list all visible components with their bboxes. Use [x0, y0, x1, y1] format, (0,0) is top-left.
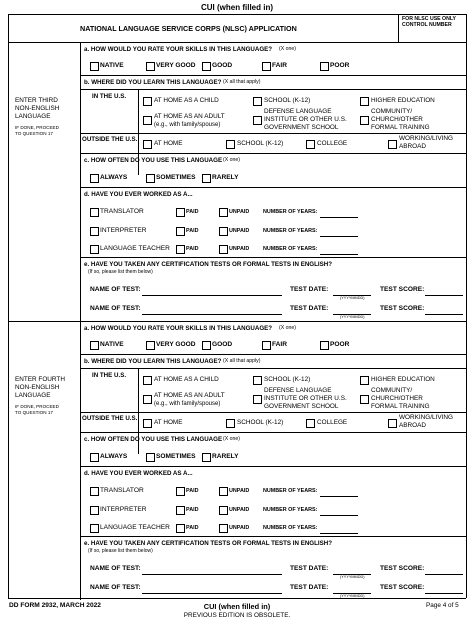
interpreter-years-label: NUMBER OF YEARS:	[263, 507, 318, 513]
side-label-line2: NON-ENGLISH	[15, 384, 60, 391]
community-label-3: FORMAL TRAINING	[371, 124, 430, 131]
higher-ed-label: HIGHER EDUCATION	[371, 376, 435, 383]
test-1-date-label: TEST DATE:	[290, 286, 329, 293]
question-e-label: e. HAVE YOU TAKEN ANY CERTIFICATION TESTS OR FORMAL TESTS IN ENGLISH?	[84, 261, 332, 268]
language-teacher-unpaid-checkbox[interactable]	[219, 524, 228, 533]
higher-ed-checkbox[interactable]	[360, 376, 369, 385]
interpreter-paid-label: PAID	[186, 228, 199, 234]
question-b-note: (X all that apply)	[223, 358, 261, 364]
office-use-label: FOR NLSC USE ONLY	[402, 16, 456, 22]
language-teacher-paid-checkbox[interactable]	[176, 524, 185, 533]
interpreter-years-field[interactable]	[320, 236, 358, 237]
language-teacher-checkbox[interactable]	[90, 245, 99, 254]
translator-unpaid-label: UNPAID	[229, 488, 250, 494]
community-label-1: COMMUNITY/	[371, 387, 413, 394]
question-b-note: (X all that apply)	[223, 79, 261, 85]
cui-top-banner: CUI (when filled in)	[201, 3, 273, 12]
language-teacher-paid-label: PAID	[186, 246, 199, 252]
language-teacher-label: LANGUAGE TEACHER	[100, 245, 170, 252]
freq-always-checkbox[interactable]	[90, 174, 99, 183]
rating-good-checkbox[interactable]	[202, 341, 211, 350]
interpreter-years-label: NUMBER OF YEARS:	[263, 228, 318, 234]
side-label-line3: LANGUAGE	[15, 392, 51, 399]
test-1-date-format: (YYYYMMDD)	[340, 575, 365, 579]
rating-poor-label: POOR	[330, 341, 350, 348]
defense-label-3: GOVERNMENT SCHOOL	[264, 124, 339, 131]
question-e-note: (If so, please list them below)	[88, 269, 153, 275]
control-number-field[interactable]	[400, 30, 462, 40]
side-note-line1: IF DONE, PROCEED	[15, 404, 59, 409]
rating-native-checkbox[interactable]	[90, 62, 99, 71]
translator-label: TRANSLATOR	[100, 487, 144, 494]
abroad-college-label: COLLEGE	[317, 419, 348, 426]
language-teacher-years-field[interactable]	[320, 254, 358, 255]
test-2-name-field[interactable]	[142, 314, 282, 315]
rating-very-good-label: VERY GOOD	[156, 62, 196, 69]
freq-sometimes-checkbox[interactable]	[146, 174, 155, 183]
language-teacher-unpaid-label: UNPAID	[229, 246, 250, 252]
freq-rarely-label: RARELY	[212, 453, 239, 460]
form-number: DD FORM 2932, MARCH 2022	[9, 602, 101, 609]
language-teacher-paid-checkbox[interactable]	[176, 245, 185, 254]
question-e-note: (If so, please list them below)	[88, 548, 153, 554]
interpreter-years-field[interactable]	[320, 515, 358, 516]
translator-paid-label: PAID	[186, 209, 199, 215]
side-label-line2: NON-ENGLISH	[15, 105, 60, 112]
rating-good-checkbox[interactable]	[202, 62, 211, 71]
outside-us-label: OUTSIDE THE U.S.	[82, 136, 138, 143]
question-b-label: b. WHERE DID YOU LEARN THIS LANGUAGE?	[84, 358, 222, 365]
home-child-label: AT HOME AS A CHILD	[154, 376, 219, 383]
translator-paid-checkbox[interactable]	[176, 487, 185, 496]
language-teacher-years-label: NUMBER OF YEARS:	[263, 246, 318, 252]
question-a-note: (X one)	[279, 325, 297, 331]
higher-ed-checkbox[interactable]	[360, 97, 369, 106]
abroad-home-checkbox[interactable]	[143, 140, 152, 149]
language-teacher-unpaid-checkbox[interactable]	[219, 245, 228, 254]
interpreter-label: INTERPRETER	[100, 227, 147, 234]
home-adult-note: (e.g., with family/spouse)	[154, 401, 221, 407]
rating-poor-label: POOR	[330, 62, 350, 69]
test-1-score-label: TEST SCORE:	[380, 565, 425, 572]
translator-paid-label: PAID	[186, 488, 199, 494]
rating-very-good-checkbox[interactable]	[146, 341, 155, 350]
test-1-score-label: TEST SCORE:	[380, 286, 425, 293]
question-b-label: b. WHERE DID YOU LEARN THIS LANGUAGE?	[84, 79, 222, 86]
test-1-name-label: NAME OF TEST:	[90, 565, 141, 572]
rating-poor-checkbox[interactable]	[320, 341, 329, 350]
test-2-score-field[interactable]	[425, 593, 463, 594]
community-checkbox[interactable]	[360, 395, 369, 404]
test-2-name-label: NAME OF TEST:	[90, 305, 141, 312]
defense-label-2: INSTITUTE OR OTHER U.S.	[264, 395, 347, 402]
freq-rarely-checkbox[interactable]	[202, 453, 211, 462]
language-teacher-paid-label: PAID	[186, 525, 199, 531]
defense-label-1: DEFENSE LANGUAGE	[264, 108, 332, 115]
side-label-line1: ENTER FOURTH	[15, 376, 65, 383]
home-adult-checkbox[interactable]	[143, 116, 152, 125]
interpreter-checkbox[interactable]	[90, 227, 99, 236]
language-teacher-label: LANGUAGE TEACHER	[100, 524, 170, 531]
abroad-home-checkbox[interactable]	[143, 419, 152, 428]
home-adult-note: (e.g., with family/spouse)	[154, 122, 221, 128]
cui-bottom-banner: CUI (when filled in)	[203, 602, 271, 611]
question-a-note: (X one)	[279, 46, 297, 52]
translator-years-field[interactable]	[320, 217, 358, 218]
interpreter-unpaid-checkbox[interactable]	[219, 506, 228, 515]
abroad-college-checkbox[interactable]	[306, 419, 315, 428]
test-1-score-field[interactable]	[425, 574, 463, 575]
home-child-label: AT HOME AS A CHILD	[154, 97, 219, 104]
abroad-school-checkbox[interactable]	[226, 140, 235, 149]
rating-fair-label: FAIR	[272, 341, 288, 348]
test-2-date-format: (YYYYMMDD)	[340, 315, 365, 319]
rating-fair-label: FAIR	[272, 62, 288, 69]
side-note-line2: TO QUESTION 17	[15, 131, 53, 136]
question-c-label: c. HOW OFTEN DO YOU USE THIS LANGUAGE	[84, 157, 223, 164]
defense-label-1: DEFENSE LANGUAGE	[264, 387, 332, 394]
test-2-score-label: TEST SCORE:	[380, 584, 425, 591]
freq-sometimes-label: SOMETIMES	[156, 174, 196, 181]
school-checkbox[interactable]	[253, 376, 262, 385]
translator-years-label: NUMBER OF YEARS:	[263, 488, 318, 494]
side-label-line3: LANGUAGE	[15, 113, 51, 120]
school-checkbox[interactable]	[253, 97, 262, 106]
translator-years-label: NUMBER OF YEARS:	[263, 209, 318, 215]
language-teacher-checkbox[interactable]	[90, 524, 99, 533]
freq-always-checkbox[interactable]	[90, 453, 99, 462]
school-label: SCHOOL (K-12)	[264, 376, 311, 383]
working-abroad-label-2: ABROAD	[399, 422, 426, 429]
translator-checkbox[interactable]	[90, 487, 99, 496]
community-label-1: COMMUNITY/	[371, 108, 413, 115]
abroad-school-checkbox[interactable]	[226, 419, 235, 428]
higher-ed-label: HIGHER EDUCATION	[371, 97, 435, 104]
interpreter-checkbox[interactable]	[90, 506, 99, 515]
home-adult-label: AT HOME AS AN ADULT	[154, 392, 225, 399]
freq-sometimes-checkbox[interactable]	[146, 453, 155, 462]
abroad-college-checkbox[interactable]	[306, 140, 315, 149]
page-number: Page 4 of 5	[426, 602, 459, 609]
test-2-score-field[interactable]	[425, 314, 463, 315]
interpreter-paid-checkbox[interactable]	[176, 506, 185, 515]
freq-rarely-label: RARELY	[212, 174, 239, 181]
freq-always-label: ALWAYS	[100, 174, 128, 181]
question-c-note: (X one)	[223, 157, 241, 163]
community-checkbox[interactable]	[360, 116, 369, 125]
test-2-score-label: TEST SCORE:	[380, 305, 425, 312]
abroad-school-label: SCHOOL (K-12)	[237, 419, 284, 426]
freq-sometimes-label: SOMETIMES	[156, 453, 196, 460]
working-abroad-label-2: ABROAD	[399, 143, 426, 150]
abroad-school-label: SCHOOL (K-12)	[237, 140, 284, 147]
rating-poor-checkbox[interactable]	[320, 62, 329, 71]
rating-very-good-label: VERY GOOD	[156, 341, 196, 348]
working-abroad-label-1: WORKING/LIVING	[399, 414, 453, 421]
test-2-name-label: NAME OF TEST:	[90, 584, 141, 591]
interpreter-unpaid-label: UNPAID	[229, 507, 250, 513]
interpreter-unpaid-label: UNPAID	[229, 228, 250, 234]
interpreter-paid-checkbox[interactable]	[176, 227, 185, 236]
rating-fair-checkbox[interactable]	[262, 62, 271, 71]
translator-unpaid-checkbox[interactable]	[219, 487, 228, 496]
abroad-home-label: AT HOME	[154, 419, 183, 426]
test-1-date-format: (YYYYMMDD)	[340, 296, 365, 300]
form-title: NATIONAL LANGUAGE SERVICE CORPS (NLSC) APPLICATION	[80, 24, 297, 33]
rating-native-checkbox[interactable]	[90, 341, 99, 350]
school-label: SCHOOL (K-12)	[264, 97, 311, 104]
abroad-college-label: COLLEGE	[317, 140, 348, 147]
test-2-date-format: (YYYYMMDD)	[340, 594, 365, 598]
side-note-line2: TO QUESTION 17	[15, 410, 53, 415]
working-abroad-label-1: WORKING/LIVING	[399, 135, 453, 142]
test-2-name-field[interactable]	[142, 593, 282, 594]
question-a-label: a. HOW WOULD YOU RATE YOUR SKILLS IN THIS LANGUAGE?	[84, 46, 273, 53]
test-1-score-field[interactable]	[425, 295, 463, 296]
side-note-line1: IF DONE, PROCEED	[15, 125, 59, 130]
home-child-checkbox[interactable]	[143, 376, 152, 385]
in-us-label: IN THE U.S.	[92, 93, 127, 100]
abroad-home-label: AT HOME	[154, 140, 183, 147]
test-2-date-label: TEST DATE:	[290, 584, 329, 591]
obsolete-note: PREVIOUS EDITION IS OBSOLETE.	[183, 612, 291, 619]
community-label-2: CHURCH/OTHER	[371, 116, 423, 123]
outside-us-label: OUTSIDE THE U.S.	[82, 415, 138, 422]
community-label-2: CHURCH/OTHER	[371, 395, 423, 402]
rating-good-label: GOOD	[212, 341, 233, 348]
side-label-line1: ENTER THIRD	[15, 97, 58, 104]
in-us-label: IN THE U.S.	[92, 372, 127, 379]
home-adult-label: AT HOME AS AN ADULT	[154, 113, 225, 120]
rating-very-good-checkbox[interactable]	[146, 62, 155, 71]
rating-good-label: GOOD	[212, 62, 233, 69]
home-child-checkbox[interactable]	[143, 97, 152, 106]
working-abroad-checkbox[interactable]	[388, 419, 397, 428]
test-1-name-field[interactable]	[142, 295, 282, 296]
freq-rarely-checkbox[interactable]	[202, 174, 211, 183]
defense-label-3: GOVERNMENT SCHOOL	[264, 403, 339, 410]
question-c-label: c. HOW OFTEN DO YOU USE THIS LANGUAGE	[84, 436, 223, 443]
interpreter-paid-label: PAID	[186, 507, 199, 513]
defense-checkbox[interactable]	[253, 395, 262, 404]
question-d-label: d. HAVE YOU EVER WORKED AS A...	[84, 470, 193, 477]
translator-label: TRANSLATOR	[100, 208, 144, 215]
defense-label-2: INSTITUTE OR OTHER U.S.	[264, 116, 347, 123]
test-2-date-label: TEST DATE:	[290, 305, 329, 312]
rating-native-label: NATIVE	[100, 62, 124, 69]
translator-years-field[interactable]	[320, 496, 358, 497]
rating-native-label: NATIVE	[100, 341, 124, 348]
question-c-note: (X one)	[223, 436, 241, 442]
question-a-label: a. HOW WOULD YOU RATE YOUR SKILLS IN THIS LANGUAGE?	[84, 325, 273, 332]
translator-unpaid-checkbox[interactable]	[219, 208, 228, 217]
freq-always-label: ALWAYS	[100, 453, 128, 460]
translator-checkbox[interactable]	[90, 208, 99, 217]
translator-unpaid-label: UNPAID	[229, 209, 250, 215]
question-e-label: e. HAVE YOU TAKEN ANY CERTIFICATION TESTS OR FORMAL TESTS IN ENGLISH?	[84, 540, 332, 547]
test-1-date-label: TEST DATE:	[290, 565, 329, 572]
translator-paid-checkbox[interactable]	[176, 208, 185, 217]
question-d-label: d. HAVE YOU EVER WORKED AS A...	[84, 191, 193, 198]
language-teacher-unpaid-label: UNPAID	[229, 525, 250, 531]
test-1-name-label: NAME OF TEST:	[90, 286, 141, 293]
interpreter-label: INTERPRETER	[100, 506, 147, 513]
language-teacher-years-field[interactable]	[320, 533, 358, 534]
working-abroad-checkbox[interactable]	[388, 140, 397, 149]
home-adult-checkbox[interactable]	[143, 395, 152, 404]
rating-fair-checkbox[interactable]	[262, 341, 271, 350]
defense-checkbox[interactable]	[253, 116, 262, 125]
interpreter-unpaid-checkbox[interactable]	[219, 227, 228, 236]
test-1-name-field[interactable]	[142, 574, 282, 575]
language-teacher-years-label: NUMBER OF YEARS:	[263, 525, 318, 531]
community-label-3: FORMAL TRAINING	[371, 403, 430, 410]
control-number-label: CONTROL NUMBER	[402, 22, 452, 28]
